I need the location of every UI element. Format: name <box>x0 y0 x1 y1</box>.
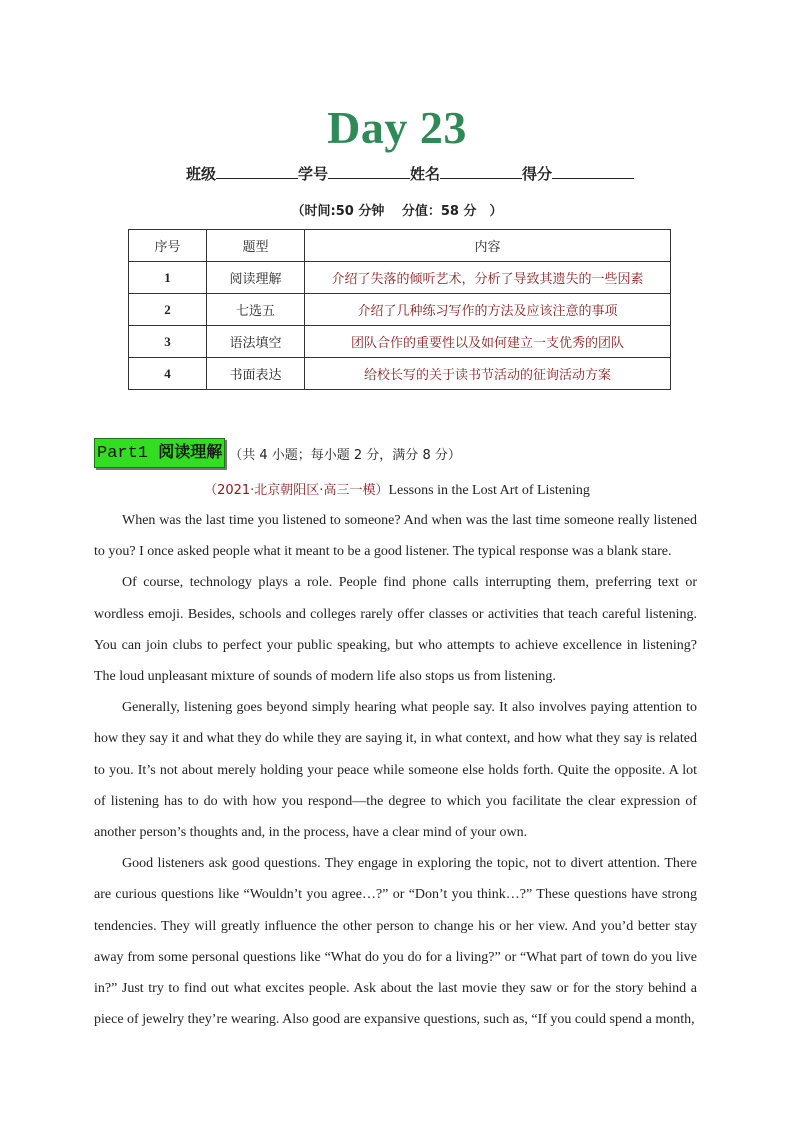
student-id-blank[interactable] <box>328 162 410 179</box>
part-header <box>94 438 461 468</box>
row-number: 4 <box>129 358 207 390</box>
score-label: 得分 <box>522 165 553 183</box>
passage-source <box>0 479 794 499</box>
row-content: 给校长写的关于读书节活动的征询活动方案 <box>305 358 671 390</box>
score-blank[interactable] <box>552 162 634 179</box>
part-scoring-note: （共 4 小题；每小题 2 分，满分 8 分） <box>229 448 461 463</box>
table-row <box>129 294 671 326</box>
header-number: 序号 <box>129 230 207 262</box>
header-type: 题型 <box>207 230 305 262</box>
row-type: 七选五 <box>207 294 305 326</box>
passage-paragraph: Good listeners ask good questions. They engage in exploring the topic, not to divert attention. There are curious questions like “Wouldn’t you agree…?” or “Don’t you think…?” These questions have strong tendencies. They will greatly influence the other person to change his or her view. And you’d better stay away from some personal questions like “What do you do for a living?” or “What part of town do you live in?” Just try to find out what excites people. Ask about the last movie they saw or for the story behind a piece of jewelry they’re wearing. Also good are expansive questions, such as, “If you could spend a month, <box>94 856 697 1028</box>
name-blank[interactable] <box>440 162 522 179</box>
student-id-label: 学号 <box>298 165 329 183</box>
table-header-row <box>129 230 671 262</box>
row-number: 3 <box>129 326 207 358</box>
passage-paragraph: When was the last time you listened to someone? And when was the last time someone really listened to you? I once asked people what it meant to be a good listener. The typical response was a blank stare. <box>94 513 697 560</box>
class-blank[interactable] <box>216 162 298 179</box>
row-type: 书面表达 <box>207 358 305 390</box>
row-content: 介绍了失落的倾听艺术，分析了导致其遗失的一些因素 <box>305 262 671 294</box>
class-label: 班级 <box>186 165 217 183</box>
passage-title: Lessons in the Lost Art of Listening <box>388 483 590 498</box>
row-type: 阅读理解 <box>207 262 305 294</box>
page-title: Day 23 <box>327 102 467 153</box>
name-label: 姓名 <box>410 165 441 183</box>
table-row <box>129 326 671 358</box>
student-info-fields <box>186 162 634 184</box>
source-origin: （2021·北京朝阳区·高三一模） <box>204 483 389 498</box>
row-content: 介绍了几种练习写作的方法及应该注意的事项 <box>305 294 671 326</box>
part-label-cn: 阅读理解 <box>158 442 223 461</box>
passage-paragraph: Generally, listening goes beyond simply hearing what people say. It also involves paying attention to how they say it and what they do while they are saying it, in what context, and how what they say is related to you. It’s not about merely holding your peace while someone else holds forth. Quite the opposite. A lot of listening has to do with how you respond—the degree to which you facilitate the clear expression of another person’s thoughts and, in the process, have a clear mind of your own. <box>94 700 697 841</box>
exam-outline-table <box>128 229 671 390</box>
row-number: 2 <box>129 294 207 326</box>
part-label-en: Part1 <box>97 444 149 463</box>
reading-passage <box>94 505 697 1035</box>
row-number: 1 <box>129 262 207 294</box>
header-content: 内容 <box>305 230 671 262</box>
time-score-info: （时间:50 分钟 分值：58 分 ） <box>291 204 503 219</box>
table-row <box>129 358 671 390</box>
table-row <box>129 262 671 294</box>
part-badge <box>94 438 225 468</box>
row-content: 团队合作的重要性以及如何建立一支优秀的团队 <box>305 326 671 358</box>
passage-paragraph: Of course, technology plays a role. People find phone calls interrupting them, preferring text or wordless emoji. Besides, schools and colleges rarely offer classes or activities that teach careful listening. You can join clubs to perfect your public speaking, but who attempts to achieve excellence in listening? The loud unpleasant mixture of sounds of modern life also stops us from listening. <box>94 575 697 685</box>
row-type: 语法填空 <box>207 326 305 358</box>
